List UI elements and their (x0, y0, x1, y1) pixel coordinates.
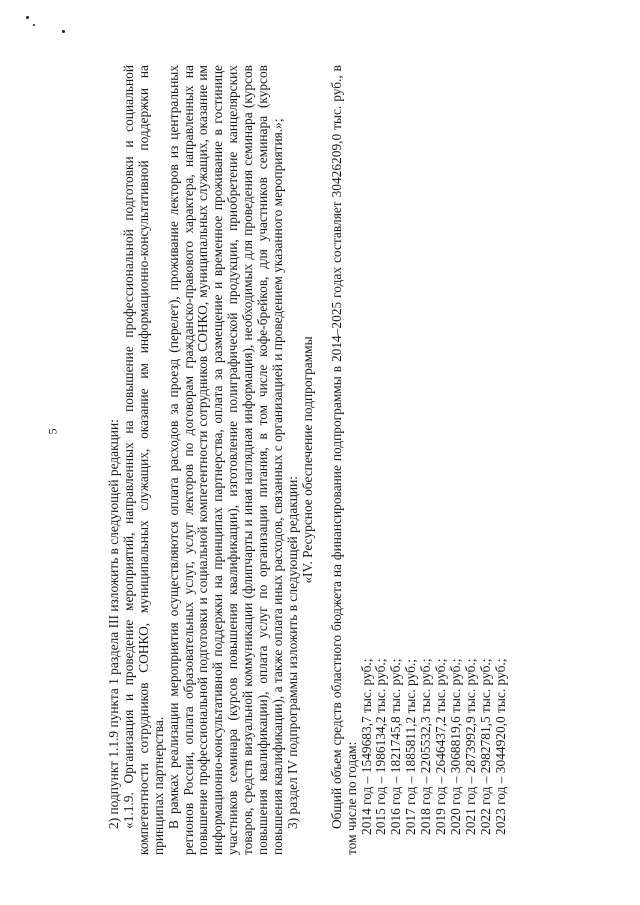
subclause-1-1-9: «1.1.9. Организация и проведение мероприятий, направленных на повышение профессиональной подготовки и социальной компетентности сотрудников СОНКО, муниципальных служащих, оказание им информационно-консультативной поддержки на принципах партнерства. (120, 65, 166, 855)
funding-year-item: 2019 год – 2646437,2 тыс. руб.; (433, 658, 449, 835)
funding-year-item: 2023 год – 3044920,0 тыс. руб.; (492, 658, 508, 835)
activity-description: В рамках реализации мероприятия осуществляются оплата расходов за проезд (перелет), проживание лекторов из центральных регионов России, оплата образовательных услуг, услуг лекторов по договорам гражданско-правового характера, направленных на повышение профессиональной подготовки и социальной компетентности сотрудников СОНКО, муниципальных служащих, оказание им информационно-консультативной поддержки на принципах партнерства, оплата за размещение и временное проживание в гостинице участников семинара (курсов повышения квалификации), изготовление полиграфической продукции, приобретение канцелярских товаров, средств визуальной коммуникации (флипчарты и иная наглядная информация), необходимых для проведения семинара (курсов повышения квалификации), оплата услуг по организации питания, в том числе кофе-брейков, для участников семинара (курсов повышения квалификации), а также оплата иных расходов, связанных с организацией и проведением указанного мероприятия.»; (165, 65, 285, 855)
funding-by-year-list (360, 65, 509, 855)
funding-year-item: 2021 год – 2873992,9 тыс. руб.; (462, 658, 478, 835)
scan-speck (33, 24, 35, 26)
funding-year-item: 2022 год – 2982781,5 тыс. руб.; (477, 658, 493, 835)
funding-year-item: 2017 год – 1885811,2 тыс. руб.; (403, 659, 419, 835)
page-number: 5 (45, 428, 60, 435)
amendment-item-3: 3) раздел IV подпрограммы изложить в следующей редакции: (284, 476, 300, 829)
funding-year-item: 2014 год – 1549683,7 тыс. руб.; (358, 658, 374, 835)
amendment-item-2: 2) подпункт 1.1.9 пункта 1 раздела III изложить в следующей редакции: (106, 419, 121, 829)
total-funding-paragraph: Общий объем средств областного бюджета на финансирование подпрограммы в 2014–2025 годах составляет 30426209,0 тыс. руб., в том числе по годам: (328, 65, 359, 855)
funding-year-item: 2020 год – 3068819,6 тыс. руб.; (447, 658, 463, 835)
funding-year-item: 2015 год – 1986134,2 тыс. руб.; (373, 658, 389, 835)
scan-speck (62, 30, 65, 33)
funding-year-item: 2018 год – 2205532,3 тыс. руб.; (418, 658, 434, 835)
document-body (106, 65, 508, 855)
section-heading: «IV. Ресурсное обеспечение подпрограммы (299, 336, 315, 584)
funding-year-item: 2016 год – 1821745,8 тыс. руб.; (388, 658, 404, 835)
spacer (316, 65, 330, 855)
scan-speck (26, 16, 29, 19)
